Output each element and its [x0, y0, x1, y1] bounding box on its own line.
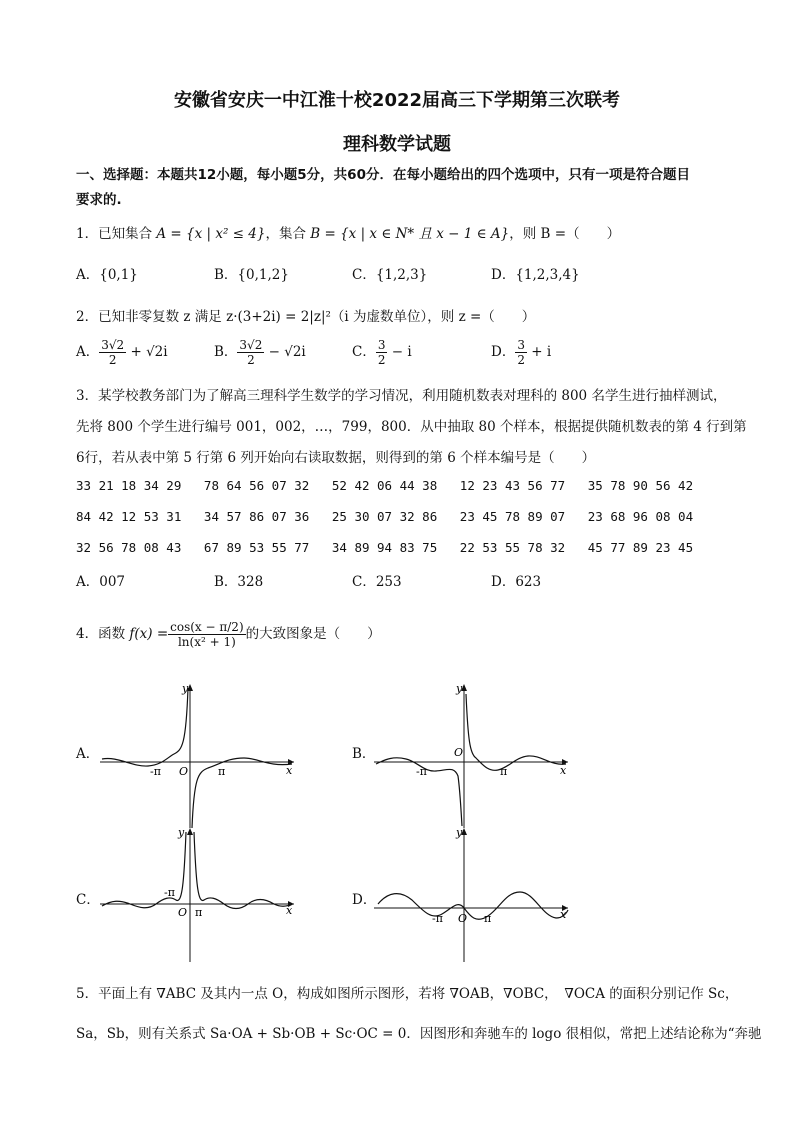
q4-option-c-label[interactable]: C． — [76, 892, 100, 908]
q3-option-d[interactable]: D．623 — [491, 574, 542, 590]
q4-fx: f(x) = — [129, 626, 169, 642]
q1-text-a: 1．已知集合 — [76, 226, 157, 242]
question-2: 2．已知非零复数 z 满足 z·(3+2i) = 2|z|²（i 为虚数单位），则 z =（ ） — [76, 309, 536, 325]
q4-graph-d[interactable] — [372, 824, 572, 964]
q2-c-tail: − i — [391, 344, 412, 360]
page-subtitle: 理科数学试题 — [343, 134, 451, 155]
q1-set-a: A = {x | x² ≤ 4} — [156, 226, 266, 242]
origin-label: O — [454, 746, 464, 759]
q1-text-c: ，则 B =（ ） — [509, 226, 621, 242]
page-title: 安徽省安庆一中江淮十校2022届高三下学期第三次联考 — [173, 90, 621, 111]
origin-label: O — [178, 906, 188, 919]
q2-d-den: 2 — [517, 353, 525, 367]
q2-c-num: 3 — [377, 338, 386, 352]
random-table-row-6: 32 56 78 08 43 67 89 53 55 77 34 89 94 83 75 22 53 55 78 32 45 77 89 23 45 — [76, 540, 694, 555]
q2-c-fraction — [376, 338, 388, 367]
q2-a-fraction — [99, 338, 126, 367]
pos-pi-label: π — [195, 906, 203, 919]
q2-option-d[interactable] — [491, 338, 551, 367]
pos-pi-label: π — [484, 912, 492, 925]
neg-pi-label: -π — [416, 765, 427, 778]
q4-option-d-label[interactable]: D． — [352, 892, 377, 908]
q2-b-label: B． — [214, 344, 238, 360]
x-label: x — [560, 908, 567, 921]
q3-option-a[interactable]: A．007 — [76, 574, 126, 590]
q4-den: ln(x² + 1) — [177, 635, 236, 649]
q4-prefix: 4．函数 — [76, 626, 130, 642]
neg-pi-label: -π — [150, 765, 161, 778]
q3-option-b[interactable]: B．328 — [214, 574, 264, 590]
q2-d-num: 3 — [517, 338, 525, 352]
q2-d-fraction — [515, 338, 527, 367]
question-1 — [76, 222, 620, 242]
q1-set-b: B = {x | x ∈ N* 且 x − 1 ∈ A} — [310, 226, 510, 242]
q2-a-num: 3√2 — [101, 338, 125, 352]
x-label: x — [286, 904, 293, 917]
q4-option-a-label[interactable]: A． — [76, 746, 100, 762]
graph-d-curve — [378, 892, 568, 919]
q2-c-den: 2 — [377, 353, 386, 367]
y-label: y — [178, 826, 185, 839]
y-axis-arrow — [187, 828, 193, 835]
q2-b-fraction — [237, 338, 264, 367]
q2-d-label: D． — [491, 344, 516, 360]
x-label: x — [560, 764, 567, 777]
q4-graph-a[interactable] — [98, 680, 298, 830]
neg-pi-label: -π — [164, 886, 175, 899]
q1-option-c[interactable]: C．{1,2,3} — [352, 267, 428, 283]
origin-label: O — [179, 765, 189, 778]
q1-option-d[interactable]: D．{1,2,3,4} — [491, 267, 580, 283]
neg-pi-label: -π — [432, 912, 443, 925]
q2-option-b[interactable] — [214, 338, 306, 367]
y-label: y — [456, 826, 463, 839]
question-5-line-1: 5．平面上有 ∇ABC 及其内一点 O，构成如图所示图形，若将 ∇OAB，∇OBC， ∇OCA 的面积分别记作 Sc， — [76, 986, 739, 1002]
pos-pi-label: π — [500, 765, 508, 778]
q4-num: cos(x − π/2) — [170, 620, 244, 634]
q2-b-den: 2 — [247, 353, 255, 367]
q4-graph-b[interactable] — [372, 680, 572, 830]
graph-c-curve-right — [194, 832, 292, 909]
q2-d-tail: + i — [531, 344, 552, 360]
random-table-row-4: 33 21 18 34 29 78 64 56 07 32 52 42 06 44 38 12 23 43 56 77 35 78 90 56 42 — [76, 478, 694, 493]
section-heading: 一、选择题：本题共12小题，每小题5分，共60分．在每小题给出的四个选项中，只有一项是符合题目 — [76, 167, 690, 183]
graph-a-curve-right — [192, 758, 292, 828]
question-5-line-2: Sa，Sb，则有关系式 Sa·OA + Sb·OB + Sc·OC = 0．因图形和奔驰车的 logo 很相似，常把上述结论称为“奔驰 — [76, 1026, 762, 1042]
q1-option-a[interactable]: A．{0,1} — [76, 267, 138, 283]
q2-c-label: C． — [352, 344, 376, 360]
y-label: y — [456, 682, 463, 695]
question-4 — [76, 620, 381, 649]
q4-option-b-label[interactable]: B． — [352, 746, 376, 762]
origin-label: O — [458, 912, 468, 925]
random-table-row-5: 84 42 12 53 31 34 57 86 07 36 25 30 07 32 86 23 45 78 89 07 23 68 96 08 04 — [76, 509, 694, 524]
x-label: x — [286, 764, 293, 777]
graph-a-curve-left — [102, 688, 188, 766]
q2-option-c[interactable] — [352, 338, 412, 367]
pos-pi-label: π — [218, 765, 226, 778]
q2-a-den: 2 — [108, 353, 117, 367]
y-label: y — [182, 682, 189, 695]
q4-graph-c[interactable] — [98, 824, 298, 964]
q1-text-b: ，集合 — [265, 226, 311, 242]
q2-a-tail: + √2i — [130, 344, 168, 360]
q2-b-tail: − √2i — [268, 344, 306, 360]
q4-suffix: 的大致图象是（ ） — [245, 626, 381, 642]
graph-b-curve-right — [466, 694, 566, 770]
q2-b-num: 3√2 — [239, 338, 263, 352]
q4-fraction — [168, 620, 245, 649]
q2-a-label: A． — [76, 344, 100, 360]
question-3-line-2: 先将 800 个学生进行编号 001，002，…，799，800．从中抽取 80 个样本，根据提供随机数表的第 4 行到第 — [76, 419, 747, 435]
q2-option-a[interactable] — [76, 338, 168, 367]
question-3-line-1: 3．某学校教务部门为了解高三理科学生数学的学习情况，利用随机数表对理科的 800 名学生进行抽样测试， — [76, 388, 727, 404]
q3-option-c[interactable]: C．253 — [352, 574, 402, 590]
question-3-line-3: 6行，若从表中第 5 行第 6 列开始向右读取数据，则得到的第 6 个样本编号是（ ） — [76, 450, 596, 466]
q1-option-b[interactable]: B．{0,1,2} — [214, 267, 289, 283]
section-heading-cont: 要求的. — [76, 192, 122, 208]
